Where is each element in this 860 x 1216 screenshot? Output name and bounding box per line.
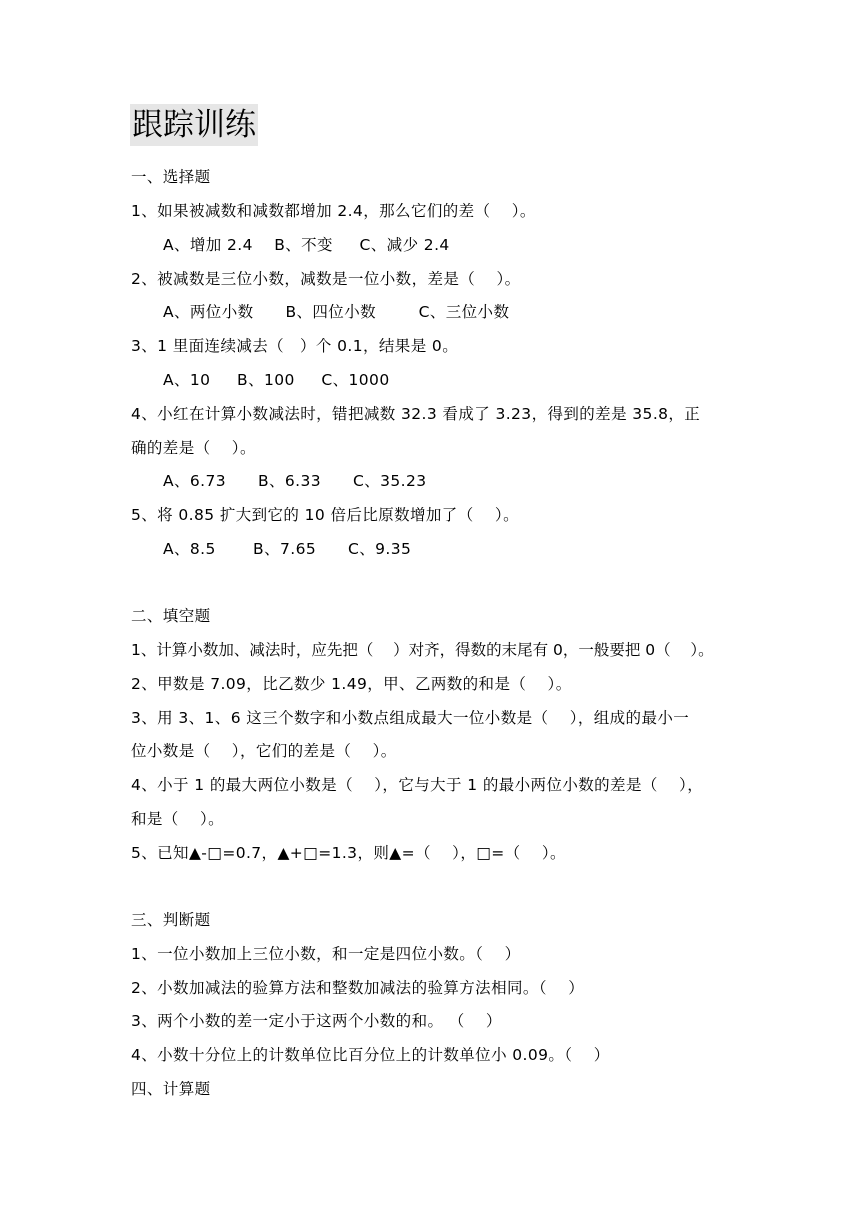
choice-question-4-line-1: 4、小红在计算小数减法时，错把减数 32.3 看成了 3.23，得到的差是 35.8，正	[131, 405, 701, 423]
choice-question-2-options: A、两位小数 B、四位小数 C、三位小数	[163, 303, 510, 321]
fill-question-1: 1、计算小数加、减法时，应先把（ ）对齐，得数的末尾有 0，一般要把 0（ ）。	[131, 641, 714, 659]
choice-question-5: 5、将 0.85 扩大到它的 10 倍后比原数增加了（ ）。	[131, 506, 519, 524]
section-heading-judge: 三、判断题	[131, 911, 211, 929]
fill-question-4-line-1: 4、小于 1 的最大两位小数是（ ），它与大于 1 的最小两位小数的差是（ ），	[131, 776, 704, 794]
choice-question-1-options: A、增加 2.4 B、不变 C、减少 2.4	[163, 236, 450, 254]
choice-question-4-line-2: 确的差是（ ）。	[131, 439, 256, 457]
section-heading-calc: 四、计算题	[131, 1080, 211, 1098]
choice-question-3-options: A、10 B、100 C、1000	[163, 371, 390, 389]
judge-question-4: 4、小数十分位上的计数单位比百分位上的计数单位小 0.09。（ ）	[131, 1046, 610, 1064]
fill-question-3-line-1: 3、用 3、1、6 这三个数字和小数点组成最大一位小数是（ ），组成的最小一	[131, 709, 690, 727]
judge-question-2: 2、小数加减法的验算方法和整数加减法的验算方法相同。（ ）	[131, 979, 585, 997]
choice-question-2: 2、被减数是三位小数，减数是一位小数，差是（ ）。	[131, 270, 521, 288]
fill-question-5: 5、已知▲-□=0.7，▲+□=1.3，则▲=（ ），□=（ ）。	[131, 844, 566, 862]
judge-question-1: 1、一位小数加上三位小数，和一定是四位小数。（ ）	[131, 945, 521, 963]
choice-question-3: 3、1 里面连续减去（ ）个 0.1，结果是 0。	[131, 337, 459, 355]
page-title: 跟踪训练	[130, 104, 258, 146]
section-heading-choice: 一、选择题	[131, 168, 211, 186]
fill-question-2: 2、甲数是 7.09，比乙数少 1.49，甲、乙两数的和是（ ）。	[131, 675, 572, 693]
section-heading-fill: 二、填空题	[131, 607, 211, 625]
choice-question-1: 1、如果被减数和减数都增加 2.4，那么它们的差（ ）。	[131, 202, 536, 220]
choice-question-4-options: A、6.73 B、6.33 C、35.23	[163, 472, 427, 490]
fill-question-3-line-2: 位小数是（ ），它们的差是（ ）。	[131, 742, 397, 760]
judge-question-3: 3、两个小数的差一定小于这两个小数的和。 （ ）	[131, 1012, 502, 1030]
choice-question-5-options: A、8.5 B、7.65 C、9.35	[163, 540, 412, 558]
fill-question-4-line-2: 和是（ ）。	[131, 810, 225, 828]
